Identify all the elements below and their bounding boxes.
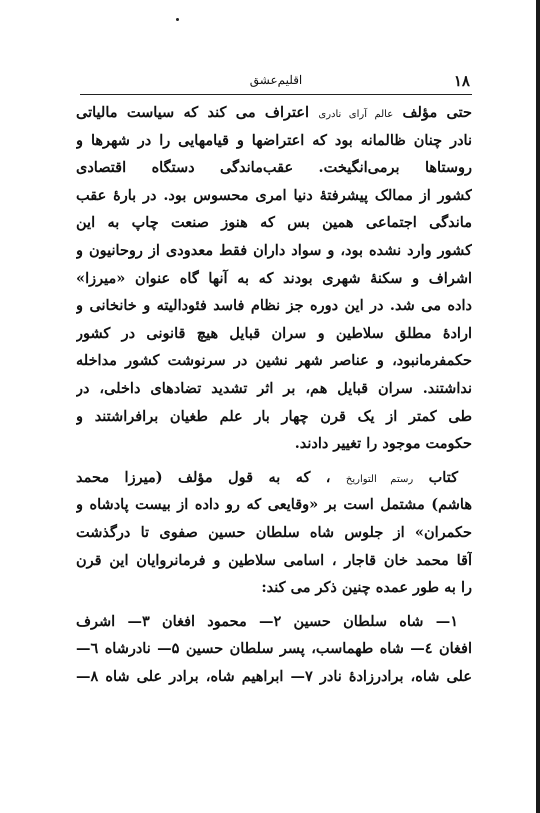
text-line: اشراف و سکنهٔ شهری بودند که به آنها گاه عنوان «میرزا» — [76, 269, 472, 287]
text-line: کشور از ممالک پیشرفتهٔ دنیا امری محسوس بود. در بارهٔ عقب — [76, 186, 472, 204]
text-line: هاشم) مشتمل است بر «وقایعی که رو داده از بیست پادشاه و — [76, 496, 472, 514]
page-edge — [536, 0, 540, 813]
text-line: روستاها برمی‌انگیخت. عقب‌ماندگی دستگاه اقتصادی — [76, 159, 472, 177]
text-line: ارادهٔ مطلق سلاطین و سران قبایل هیچ قانونی در کشور — [76, 324, 472, 342]
text-line: را به طور عمده چنین ذکر می کند: — [261, 579, 472, 597]
ruler-list — [76, 608, 472, 691]
paragraph-2 — [76, 464, 472, 602]
page-number: ۱۸ — [453, 72, 470, 90]
text-line: کشور وارد نشده بود، و سواد داران فقط معدودی از روحانیون و — [76, 241, 472, 259]
text-line: ماندگی اجتماعی همین بس که هنوز صنعت چاپ به این — [76, 214, 472, 232]
text-line: داده می شد. در این دوره جز نظام فاسد فئودالیته و خانخانی و — [76, 297, 472, 315]
text-line: کتاب رستم التواریخ ، که به قول مؤلف (میرزا محمد — [76, 468, 458, 486]
list-line: علی شاه، برادرزادهٔ نادر ۷— ابراهیم شاه، برادر علی شاه ۸— — [76, 667, 472, 685]
text-line: حکمفرمانبود، و عناصر شهر نشین در سرنوشت کشور مداخله — [76, 352, 472, 370]
text-line: حکمران» از جلوس شاه سلطان حسین صفوی تا درگذشت — [76, 523, 472, 541]
text-line: نداشتند. سران قبایل هم، بر اثر تشدید تضادهای داخلی، در — [76, 379, 472, 397]
scan-speck — [176, 18, 179, 21]
body-text — [76, 99, 472, 690]
book-title-inline: رستم التواریخ — [345, 473, 414, 485]
text-line: طی کمتر از یک قرن چهار بار علم طغیان برافراشتند و — [76, 407, 472, 425]
book-title-inline: عالم آرای نادری — [318, 109, 394, 120]
paragraph-1 — [76, 99, 472, 458]
text-line: حکومت موجود را تغییر دادند. — [294, 435, 472, 453]
running-title: اقلیم‌عشق — [249, 73, 303, 87]
list-line: افغان ٤— شاه طهماسب، پسر سلطان حسین ۵— نادرشاه ٦— — [76, 640, 472, 658]
header-rule — [80, 94, 472, 95]
text-line: نادر چنان ظالمانه بود که اعتراضها و قیامهایی را در شهرها و — [76, 131, 472, 149]
list-line: ۱— شاه سلطان حسین ۲— محمود افغان ۳— اشرف — [76, 612, 458, 630]
text-line: حتی مؤلف عالم آرای نادری اعتراف می کند که سیاست مالیاتی — [76, 104, 472, 121]
page-header — [80, 72, 472, 92]
text-line: آقا محمد خان قاجار ، اسامی سلاطین و فرمانروایان این قرن — [76, 551, 472, 569]
